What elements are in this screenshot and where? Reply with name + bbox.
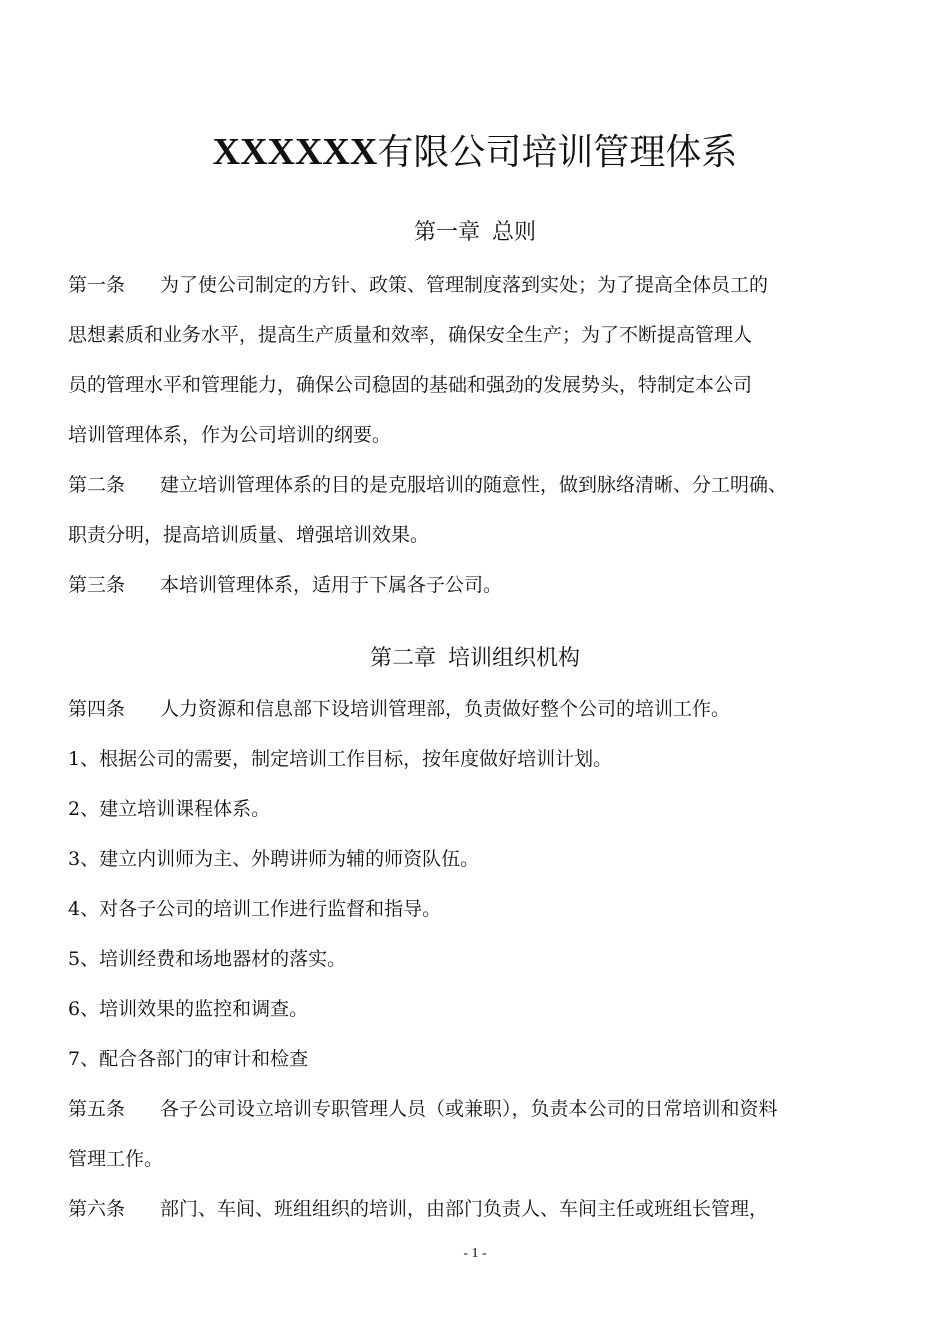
article-label: 第五条 <box>68 1098 126 1120</box>
page-number: - 1 - <box>463 1246 487 1261</box>
article-text: 本培训管理体系，适用于下属各子公司。 <box>160 574 503 596</box>
chapter-heading-1 <box>0 218 950 248</box>
article-1-line-1 <box>68 270 768 300</box>
list-item-7: 7、配合各部门的审计和检查 <box>68 1048 309 1070</box>
article-label: 第三条 <box>68 574 126 596</box>
article-label: 第六条 <box>68 1198 126 1220</box>
article-text: 部门、车间、班组组织的培训，由部门负责人、车间主任或班组长管理， <box>160 1198 769 1220</box>
list-item-1: 1、根据公司的需要，制定培训工作目标，按年度做好培训计划。 <box>68 748 613 770</box>
article-5-line-2: 管理工作。 <box>68 1148 164 1170</box>
article-text: 建立培训管理体系的目的是克服培训的随意性，做到脉络清晰、分工明确、 <box>160 474 788 496</box>
article-label: 第一条 <box>68 274 126 296</box>
article-label: 第二条 <box>68 474 126 496</box>
chapter-number: 第二章 <box>369 646 436 671</box>
document-title <box>0 126 950 179</box>
chapter-name: 总则 <box>492 220 537 245</box>
list-item-6: 6、培训效果的监控和调查。 <box>68 998 309 1020</box>
article-text: 人力资源和信息部下设培训管理部，负责做好整个公司的培训工作。 <box>160 698 731 720</box>
chapter-number: 第一章 <box>413 220 480 245</box>
article-text: 为了使公司制定的方针、政策、管理制度落到实处；为了提高全体员工的 <box>160 274 769 296</box>
article-text: 各子公司设立培训专职管理人员（或兼职），负责本公司的日常培训和资料 <box>160 1098 778 1120</box>
article-1-line-4: 培训管理体系，作为公司培训的纲要。 <box>68 424 392 446</box>
article-1-line-2: 思想素质和业务水平，提高生产质量和效率，确保安全生产；为了不断提高管理人 <box>68 324 753 346</box>
list-item-2: 2、建立培训课程体系。 <box>68 798 271 820</box>
chapter-heading-2 <box>0 644 950 674</box>
article-3-line-1 <box>68 570 502 600</box>
title-text: 有限公司培训管理体系 <box>377 132 738 173</box>
article-5-line-1 <box>68 1094 778 1124</box>
article-6-line-1 <box>68 1194 768 1224</box>
title-company-placeholder: XXXXXX <box>212 131 378 173</box>
article-2-line-1 <box>68 470 787 500</box>
article-2-line-2: 职责分明，提高培训质量、增强培训效果。 <box>68 524 430 546</box>
article-1-line-3: 员的管理水平和管理能力，确保公司稳固的基础和强劲的发展势头，特制定本公司 <box>68 374 753 396</box>
chapter-name: 培训组织机构 <box>448 646 581 671</box>
list-item-4: 4、对各子公司的培训工作进行监督和指导。 <box>68 898 442 920</box>
article-4-line-1 <box>68 694 730 724</box>
list-item-5: 5、培训经费和场地器材的落实。 <box>68 948 347 970</box>
list-item-3: 3、建立内训师为主、外聘讲师为辅的师资队伍。 <box>68 848 480 870</box>
article-label: 第四条 <box>68 698 126 720</box>
